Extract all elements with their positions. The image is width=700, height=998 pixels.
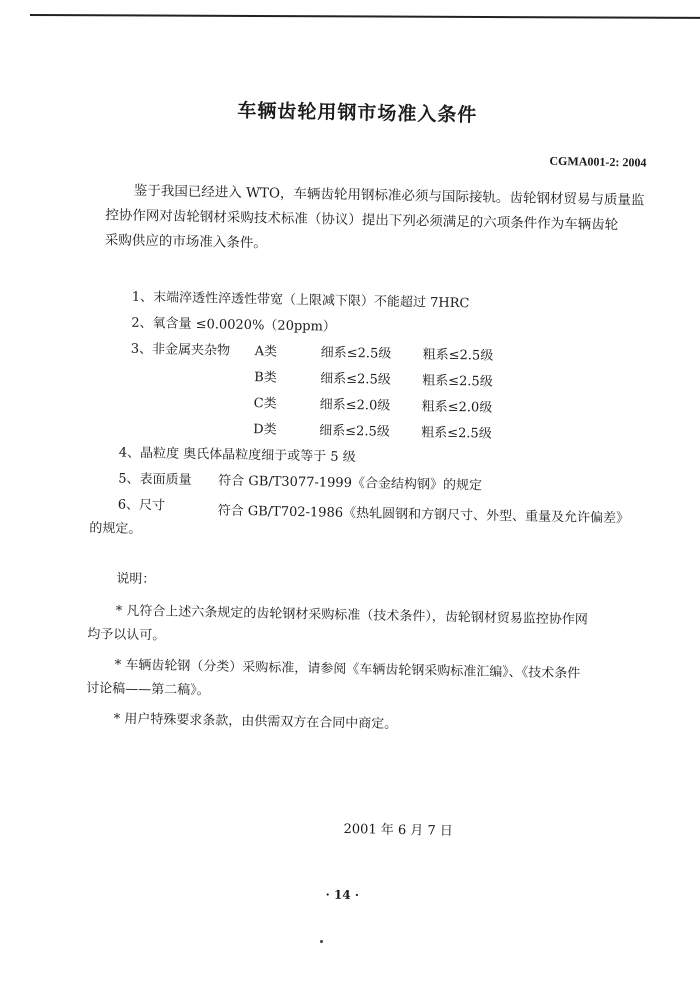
- inclusion-type-b: B类: [254, 370, 277, 386]
- inclusion-type-a: A类: [254, 344, 278, 360]
- condition-5-text: 符合 GB/T3077-1999《合金结构钢》的规定: [218, 473, 483, 494]
- inclusion-c-coarse: 粗系≤2.0级: [421, 399, 493, 416]
- note-2-line-1: * 车辆齿轮钢（分类）采购标准，请参阅《车辆齿轮钢采购标准汇编》、《技术条件: [114, 657, 581, 682]
- document-title: 车辆齿轮用钢市场准入条件: [237, 99, 478, 127]
- condition-2: 2、氧含量 ≤0.0020%（20ppm）: [131, 315, 337, 335]
- document-number: CGMA001-2: 2004: [549, 153, 647, 170]
- inclusion-c-fine: 细系≤2.0级: [319, 397, 391, 414]
- inclusion-d-fine: 细系≤2.5级: [319, 423, 390, 440]
- page-number: · 14 ·: [325, 887, 360, 903]
- condition-6-text: 符合 GB/T702-1986《热轧圆钢和方钢尺寸、外型、重量及允许偏差》: [217, 503, 630, 527]
- note-3: * 用户特殊要求条款，由供需双方在合同中商定。: [113, 711, 398, 732]
- condition-1: 1、末端淬透性淬透性带宽（上限减下限）不能超过 7HRC: [131, 289, 470, 312]
- intro-line-3: 采购供应的市场准入条件。: [104, 232, 267, 252]
- inclusion-d-coarse: 粗系≤2.5级: [421, 425, 492, 442]
- condition-4: 4、晶粒度 奥氏体晶粒度细于或等于 5 级: [118, 445, 356, 466]
- inclusion-a-fine: 细系≤2.5级: [320, 345, 392, 362]
- inclusion-a-coarse: 粗系≤2.5级: [422, 347, 494, 364]
- scan-speck: [320, 940, 323, 943]
- intro-line-2: 控协作网对齿轮钢材采购技术标准（协议）提出下列必须满足的六项条件作为车辆齿轮: [105, 207, 619, 234]
- condition-3-label: 3、非金属夹杂物: [130, 341, 231, 359]
- condition-6-continuation: 的规定。: [89, 521, 142, 537]
- notes-heading: 说明：: [116, 571, 156, 588]
- inclusion-b-coarse: 粗系≤2.5级: [422, 373, 493, 390]
- note-1-line-1: * 凡符合上述六条规定的齿轮钢材采购标准（技术条件），齿轮钢材贸易监控协作网: [115, 603, 588, 628]
- inclusion-type-d: D类: [253, 422, 277, 438]
- inclusion-b-fine: 细系≤2.5级: [320, 371, 391, 388]
- note-2-line-2: 讨论稿——第二稿》。: [86, 680, 210, 699]
- condition-6-label: 6、尺寸: [117, 497, 166, 514]
- condition-5-label: 5、表面质量: [118, 471, 192, 488]
- intro-line-1: 鉴于我国已经进入 WTO，车辆齿轮用钢标准必须与国际接轨。齿轮钢材贸易与质量监: [133, 182, 645, 209]
- document-date: 2001 年 6 月 7 日: [343, 821, 453, 840]
- inclusion-type-c: C类: [253, 396, 277, 412]
- note-1-line-2: 均予以认可。: [87, 626, 166, 644]
